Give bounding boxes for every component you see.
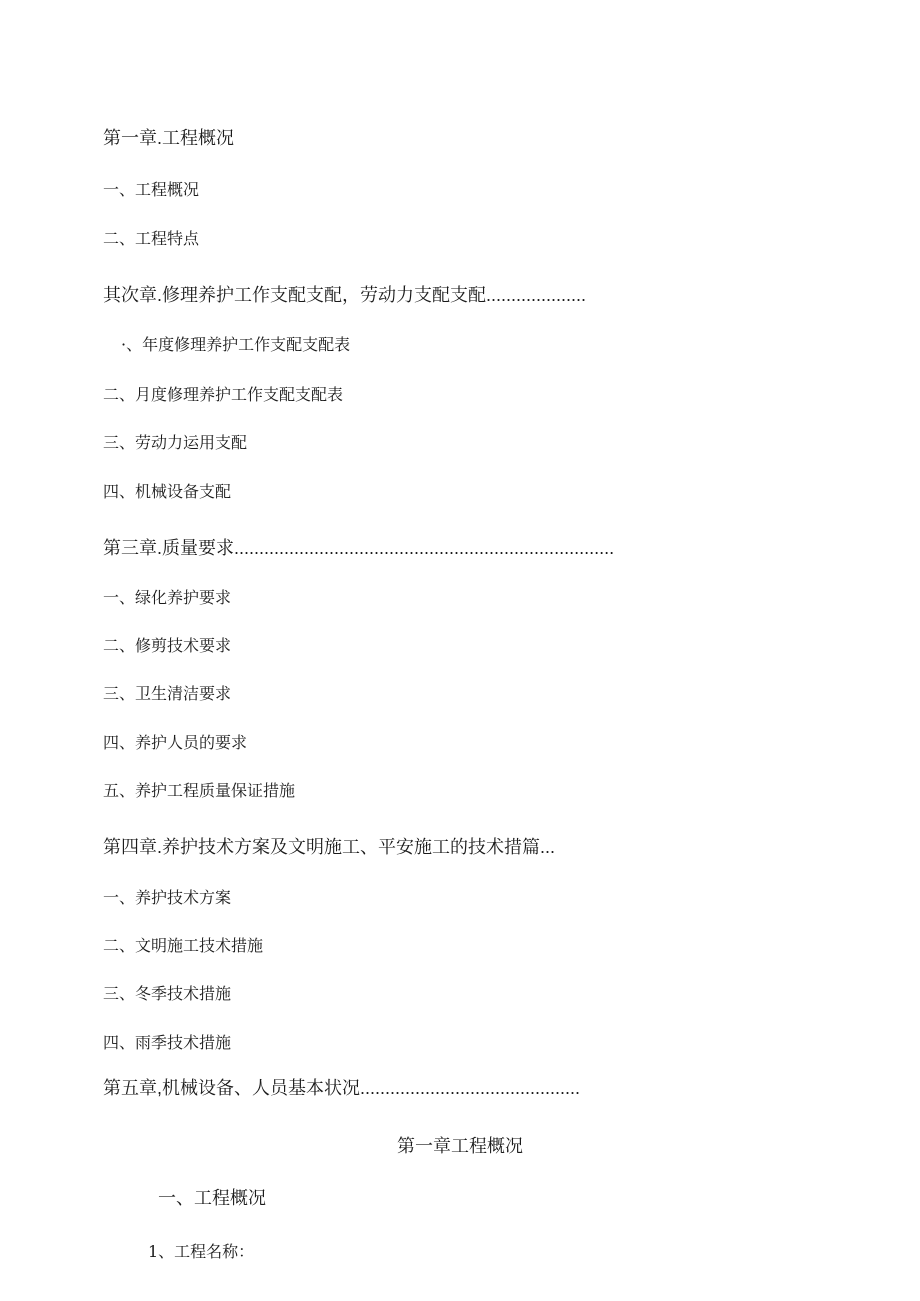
- toc-section-1-1: 一、工程概况: [103, 180, 200, 199]
- toc-chapter-4: 第四章.养护技术方案及文明施工、平安施工的技术措篇...: [103, 837, 556, 857]
- toc-section-4-4: 四、雨季技术措施: [103, 1033, 232, 1052]
- toc-section-3-4: 四、养护人员的要求: [103, 733, 248, 752]
- toc-chapter-5: 第五章,机械设备、人员基本状况............................................: [103, 1078, 581, 1098]
- toc-section-3-2: 二、修剪技术要求: [103, 636, 232, 655]
- toc-section-2-3: 三、劳动力运用支配: [103, 433, 248, 452]
- toc-section-1-2: 二、工程特点: [103, 229, 200, 248]
- toc-section-2-2: 二、月度修理养护工作支配支配表: [103, 385, 344, 404]
- toc-section-4-3: 三、冬季技术措施: [103, 984, 232, 1003]
- toc-chapter-1: 第一章.工程概况: [103, 128, 235, 148]
- project-name-item: 1、工程名称：: [148, 1242, 255, 1261]
- toc-section-3-3: 三、卫生清洁要求: [103, 684, 232, 703]
- toc-section-4-2: 二、文明施工技术措施: [103, 936, 264, 955]
- section-heading: 一、工程概况: [158, 1188, 266, 1208]
- toc-section-3-1: 一、绿化养护要求: [103, 588, 232, 607]
- toc-chapter-3: 第三章.质量要求............................................................................: [103, 538, 615, 558]
- toc-section-3-5: 五、养护工程质量保证措施: [103, 781, 296, 800]
- toc-chapter-2: 其次章.修理养护工作支配支配，劳动力支配支配....................: [103, 285, 587, 305]
- toc-section-2-4: 四、机械设备支配: [103, 482, 232, 501]
- toc-section-4-1: 一、养护技术方案: [103, 888, 232, 907]
- toc-section-2-1: ·、年度修理养护工作支配支配表: [121, 335, 351, 354]
- chapter-title: 第一章工程概况: [397, 1136, 523, 1156]
